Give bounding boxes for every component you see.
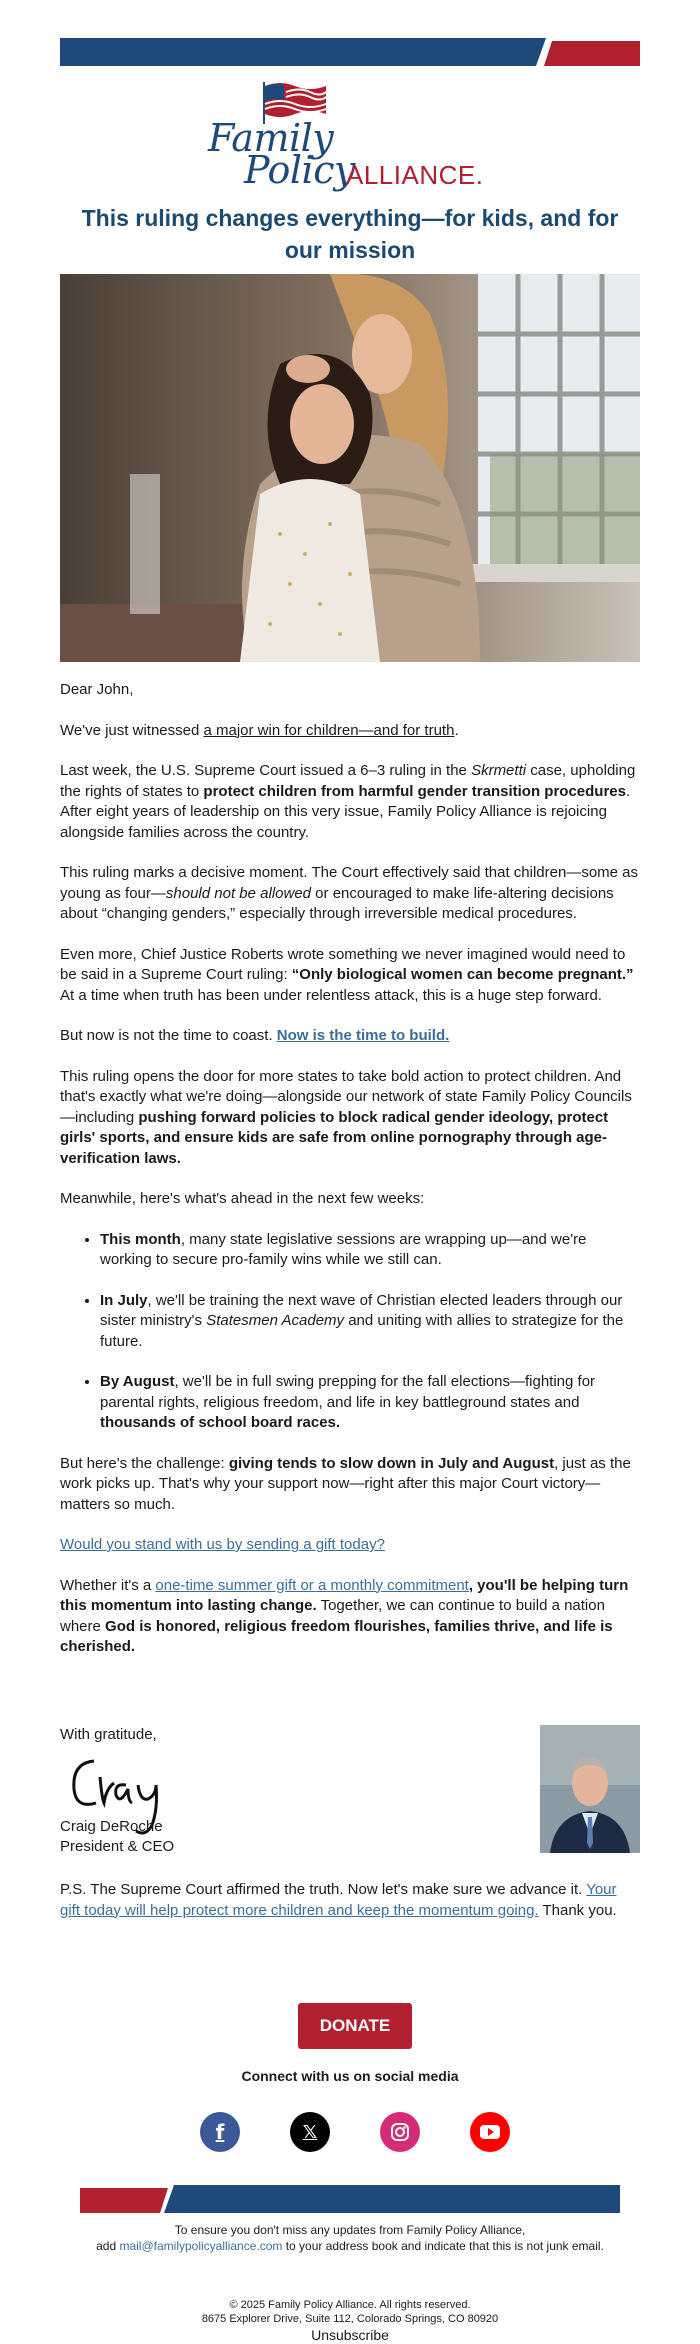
text: This ruling marks a decisive moment. The Court effectively said that children—some as young as four— xyxy=(60,864,639,902)
text: Even more, Chief Justice Roberts wrote something we never imagined would need to be said in a Supreme Court ruling: xyxy=(60,945,626,983)
bold-text: By August xyxy=(100,1373,175,1390)
footer-whitelist-note xyxy=(60,2222,640,2254)
text: . After eight years of leadership on this very issue, Family Policy Alliance is rejoicing alongside families across the country. xyxy=(60,782,631,841)
family-policy-alliance-logo[interactable] xyxy=(200,80,500,190)
postscript xyxy=(60,1880,640,1921)
text: Thank you. xyxy=(538,1901,617,1919)
paragraph-4 xyxy=(60,945,640,1007)
email-body xyxy=(60,680,640,1678)
text: to your address book and indicate that this is not junk email. xyxy=(282,2239,604,2253)
italic-text: Skrmetti xyxy=(471,762,527,779)
list-item xyxy=(100,1230,640,1271)
text: We've just witnessed xyxy=(60,721,204,739)
upcoming-list xyxy=(100,1230,640,1434)
signer-title: President & CEO xyxy=(60,1838,175,1855)
footer-line-2 xyxy=(60,2238,640,2254)
paragraph-7: Meanwhile, here's what's ahead in the next few weeks: xyxy=(60,1190,425,1207)
text: case, upholding the rights of states to xyxy=(60,762,636,800)
paragraph-8 xyxy=(60,1454,640,1516)
text: , we'll be in full swing prepping for the fall elections—fighting for parental rights, religious freedom, and life in key battleground states and xyxy=(100,1373,596,1411)
facebook-glyph: f xyxy=(215,2120,225,2144)
text: , just as the work picks up. That's why your support now—right after this major Court victory—matters so much. xyxy=(60,1454,631,1513)
paragraph-5 xyxy=(60,1026,640,1047)
x-icon[interactable] xyxy=(290,2112,330,2152)
text: , we'll be training the next wave of Christian elected leaders through our sister ministry's xyxy=(100,1291,623,1329)
donate-button[interactable]: DONATE xyxy=(298,2003,412,2049)
bold-text: In July xyxy=(100,1291,148,1309)
signature-block xyxy=(60,1725,640,1865)
paragraph-10 xyxy=(60,1576,640,1658)
paragraph-2 xyxy=(60,761,640,843)
footer-legal xyxy=(60,2298,640,2344)
paragraph-6 xyxy=(60,1067,640,1170)
email-address-link[interactable]: mail@familypolicyalliance.com xyxy=(119,2239,283,2253)
gift-link[interactable]: Would you stand with us by sending a gift today? xyxy=(60,1536,385,1553)
text: At a time when truth has been under relentless attack, this is a huge step forward. xyxy=(60,986,602,1004)
text: Together, we can continue to build a nation where xyxy=(60,1597,605,1635)
summer-gift-link[interactable]: one-time summer gift or a monthly commitment xyxy=(155,1576,469,1594)
text: Last week, the U.S. Supreme Court issued a 6–3 ruling in the xyxy=(60,762,472,779)
text: , many state legislative sessions are wrapping up—and we're working to secure pro-family wins while we still can. xyxy=(100,1230,587,1268)
text: or encouraged to make life-altering decisions about “changing genders,” especially through irreversible medical procedures. xyxy=(60,884,614,922)
youtube-glyph xyxy=(480,2124,500,2140)
text: add xyxy=(96,2239,120,2253)
text: But now is not the time to coast. xyxy=(60,1027,277,1044)
address: 8675 Explorer Drive, Suite 112, Colorado Springs, CO 80920 xyxy=(201,2313,499,2325)
ps-gift-link[interactable]: Your gift today will help protect more children and keep the momentum going. xyxy=(60,1881,617,1919)
footer-line-1: To ensure you don't miss any updates from Family Policy Alliance, xyxy=(174,2223,526,2237)
text: P.S. The Supreme Court affirmed the truth. Now let's make sure we advance it. xyxy=(60,1881,587,1898)
bold-text: thousands of school board races. xyxy=(100,1414,341,1431)
social-title: Connect with us on social media xyxy=(241,2068,459,2084)
list-item xyxy=(100,1372,640,1434)
social-links xyxy=(200,2112,510,2152)
bold-text: “Only biological women can become pregnant.” xyxy=(291,966,634,983)
bold-text: giving tends to slow down in July and August xyxy=(228,1454,555,1472)
paragraph-3 xyxy=(60,863,640,925)
youtube-icon[interactable] xyxy=(470,2112,510,2152)
top-banner-stripes xyxy=(60,38,640,66)
bold-text: pushing forward policies to block radical gender ideology, protect girls' sports, and ensure kids are safe from online pornography through age-verification laws. xyxy=(60,1108,609,1167)
unsubscribe-link[interactable]: Unsubscribe xyxy=(311,2327,389,2343)
instagram-icon[interactable] xyxy=(380,2112,420,2152)
italic-text: Statesmen Academy xyxy=(206,1312,345,1329)
logo-word-family: Family xyxy=(208,116,334,160)
email-headline: This ruling changes everything—for kids, and for our mission xyxy=(81,205,619,263)
paragraph-9 xyxy=(60,1535,640,1556)
greeting: Dear John, xyxy=(60,681,134,698)
bold-text: God is honored, religious freedom flourishes, families thrive, and life is cherished. xyxy=(60,1617,613,1655)
text: and uniting with allies to strategize for the future. xyxy=(100,1312,624,1350)
text: Whether it's a xyxy=(60,1576,156,1594)
signer-name: Craig DeRoche xyxy=(60,1818,163,1835)
logo-word-alliance: ALLIANCE. xyxy=(346,160,484,190)
copyright: © 2025 Family Policy Alliance. All rights reserved. xyxy=(229,2299,471,2311)
headshot-photo xyxy=(540,1725,640,1853)
underlined-text: a major win for children—and for truth xyxy=(203,721,455,739)
bold-text: , you'll be helping turn this momentum into lasting change. xyxy=(60,1576,629,1614)
text: This ruling opens the door for more states to take bold action to protect children. And that's exactly what we're doing—alongside our network of state Family Policy Councils—including xyxy=(60,1067,632,1126)
facebook-icon[interactable] xyxy=(200,2112,240,2152)
italic-text: should not be allowed xyxy=(165,884,312,902)
person-portrait-icon xyxy=(540,1725,640,1853)
text: . xyxy=(454,721,459,739)
instagram-glyph xyxy=(390,2122,410,2142)
logo-word-policy: Policy xyxy=(244,148,355,192)
closing: With gratitude, xyxy=(60,1726,157,1743)
bold-text: protect children from harmful gender transition procedures xyxy=(203,782,626,800)
text: But here's the challenge: xyxy=(60,1454,229,1472)
photo-mother-daughter-hug-icon xyxy=(60,274,640,662)
bold-text: This month xyxy=(100,1230,181,1248)
paragraph-1 xyxy=(60,721,640,742)
list-item xyxy=(100,1291,640,1353)
bottom-banner-stripes xyxy=(80,2185,620,2213)
x-glyph: 𝕏 xyxy=(302,2121,318,2143)
build-link[interactable]: Now is the time to build. xyxy=(276,1027,450,1044)
hero-image[interactable] xyxy=(60,274,640,662)
